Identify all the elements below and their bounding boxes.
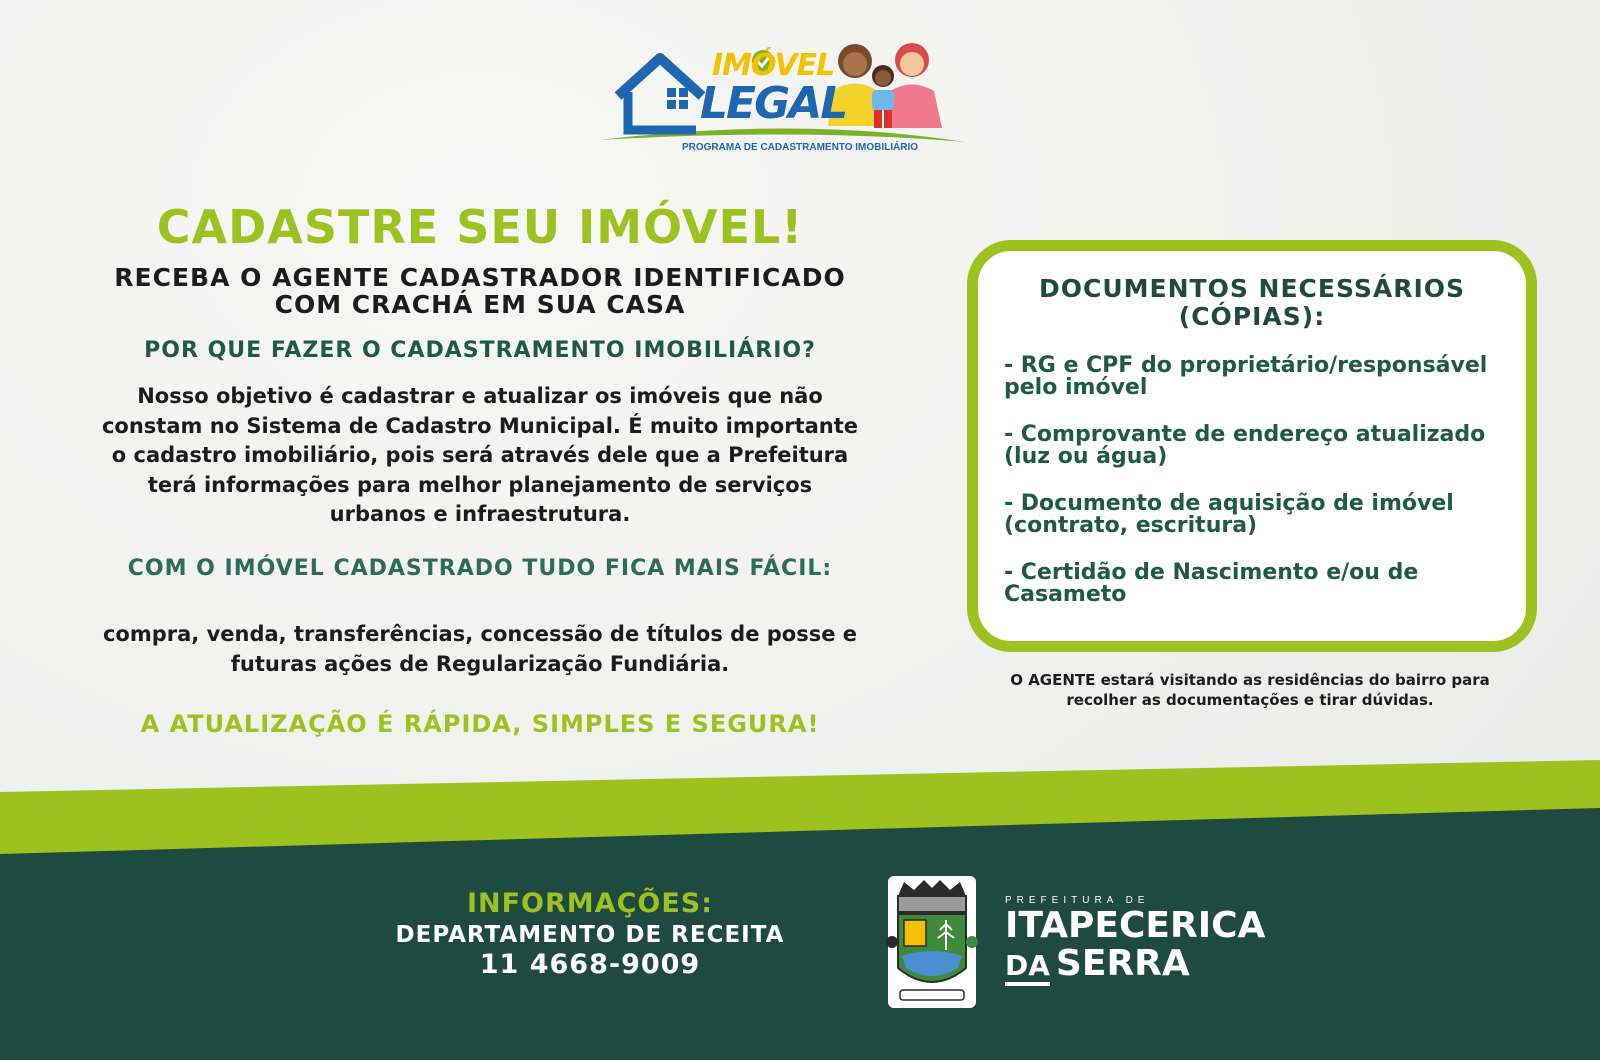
- objective-paragraph: [55, 382, 905, 530]
- question-why-register: POR QUE FAZER O CADASTRAMENTO IMOBILIÁRIO?: [144, 338, 816, 363]
- slogan: A ATUALIZAÇÃO É RÁPIDA, SIMPLES E SEGURA!: [140, 710, 820, 738]
- agent-note-bold: O AGENTE: [1010, 671, 1096, 689]
- logo-word-legal: LEGAL: [700, 78, 847, 129]
- documents-box: [967, 240, 1537, 652]
- city-name-serra: SERRA: [1055, 943, 1190, 984]
- documents-title-line-1: DOCUMENTOS NECESSÁRIOS: [1038, 274, 1466, 303]
- benefits-heading: COM O IMÓVEL CADASTRADO TUDO FICA MAIS FÁCIL:: [127, 556, 833, 581]
- agent-note-rest: estará visitando as residências do bairro para: [1095, 671, 1490, 689]
- logo-word-imovel: IMÓVEL: [712, 48, 835, 83]
- contact-info: [340, 888, 840, 980]
- city-name-line-1: ITAPECERICA: [1005, 905, 1266, 946]
- subtitle-line-1: RECEBA O AGENTE CADASTRADOR IDENTIFICADO: [114, 263, 846, 292]
- objective-line: constam no Sistema de Cadastro Municipal. É muito importante: [101, 413, 859, 438]
- phone-number: 11 4668-9009: [479, 949, 701, 980]
- subtitle-line-2: COM CRACHÁ EM SUA CASA: [274, 290, 686, 319]
- city-name-line-2: [1005, 945, 1245, 985]
- logo-subtitle: PROGRAMA DE CADASTRAMENTO IMOBILIÁRIO: [681, 142, 919, 153]
- agent-note-line-1: [960, 670, 1540, 690]
- documents-title-line-2: (CÓPIAS):: [1178, 302, 1326, 331]
- agent-note: [960, 670, 1540, 710]
- subtitle: [55, 264, 905, 318]
- prefeitura-logo-text: [1005, 895, 1266, 985]
- documents-list: [1004, 355, 1504, 631]
- city-crest-icon: [884, 872, 980, 1012]
- prefeitura-label: PREFEITURA DE: [1005, 895, 1150, 906]
- benefits-line: compra, venda, transferências, concessão de títulos de posse e: [102, 622, 858, 646]
- objective-line: urbanos e infraestrutura.: [329, 502, 631, 526]
- imovel-legal-logo: [600, 36, 1000, 166]
- document-item-acquisition: - Documento de aquisição de imóvel (contrato, escritura): [1004, 491, 1454, 538]
- info-label: INFORMAÇÕES:: [466, 888, 714, 919]
- objective-line: o cadastro imobiliário, pois será através dele que a Prefeitura: [111, 443, 849, 467]
- agent-note-line-2: recolher as documentações e tirar dúvidas.: [1066, 691, 1434, 709]
- objective-line: terá informações para melhor planejamento de serviços: [147, 472, 813, 497]
- documents-title: [978, 275, 1526, 331]
- objective-line: Nosso objetivo é cadastrar e atualizar os imóveis que não: [137, 384, 823, 408]
- benefits-line: futuras ações de Regularização Fundiária.: [230, 651, 730, 676]
- document-item-rg-cpf: - RG e CPF do proprietário/responsável pelo imóvel: [1004, 353, 1488, 400]
- city-name-da: DA: [1005, 949, 1050, 986]
- document-item-address-proof: - Comprovante de endereço atualizado (luz ou água): [1004, 422, 1486, 469]
- department-name: DEPARTAMENTO DE RECEITA: [395, 922, 785, 948]
- benefits-paragraph: [55, 620, 905, 679]
- document-item-certificate: - Certidão de Nascimento e/ou de Casameto: [1004, 560, 1419, 607]
- page-title: CADASTRE SEU IMÓVEL!: [156, 200, 804, 254]
